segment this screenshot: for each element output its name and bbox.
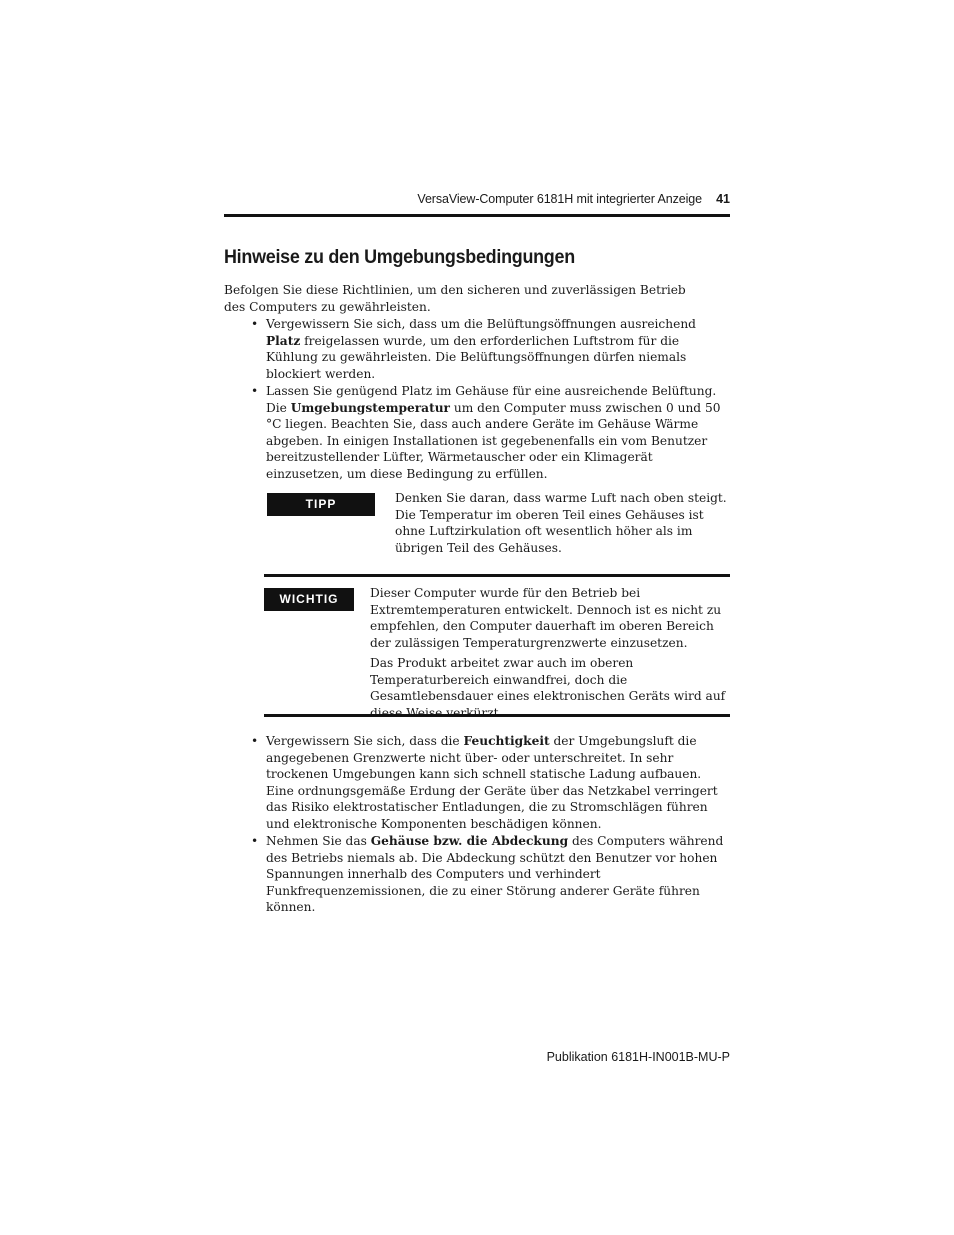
list-item-text-after: freigelassen wurde, um den erforderlichen Luftstrom für die Kühlung zu gewährleisten. Die Belüftungsöffnungen dürfen niemals blockiert werden. (266, 333, 687, 381)
wichtig-top-rule (264, 574, 730, 577)
wichtig-label: WICHTIG (264, 588, 354, 611)
list-item-text-before: Nehmen Sie das (266, 834, 371, 848)
list-item (250, 833, 730, 916)
list-item-bold: Gehäuse bzw. die Abdeckung (370, 834, 569, 848)
bullet-icon: • (251, 834, 259, 848)
list-item-bold: Feuchtigkeit (463, 734, 550, 748)
wichtig-bottom-rule (264, 714, 730, 717)
intro-paragraph: Befolgen Sie diese Richtlinien, um den sicheren und zuverlässigen Betrieb des Computers zu gewährleisten. (224, 283, 686, 314)
section-title: Hinweise zu den Umgebungsbedingungen (224, 246, 575, 268)
list-item-text-after: des Computers während des Betriebs niemals ab. Die Abdeckung schützt den Benutzer vor hohen Spannungen innerhalb des Computers und verhindert Funkfrequenzemissionen, die zu einer Störung anderer Geräte führen können. (266, 834, 724, 914)
page-header (224, 192, 730, 214)
bullet-icon: • (251, 384, 259, 398)
wichtig-text (370, 585, 730, 725)
bullet-list-ventilation (250, 316, 730, 483)
tipp-label: TIPP (267, 493, 375, 516)
list-item-text-after: um den Computer muss zwischen 0 und 50 °C liegen. Beachten Sie, dass auch andere Geräte im Gehäuse Wärme abgeben. In einigen Installationen ist gegebenenfalls ein vom Benutzer bereitzustellender Lüfter, Wärmetauscher oder ein Klimagerät einzusetzen, um diese Bedingung zu erfüllen. (266, 400, 721, 481)
list-item-text-before: Lassen Sie genügend Platz im Gehäuse für eine ausreichende Belüftung. Die (266, 384, 717, 415)
list-item (250, 383, 730, 482)
bullet-icon: • (251, 317, 259, 331)
list-item-bold: Umgebungstemperatur (290, 400, 450, 415)
list-item-text-before: Vergewissern Sie sich, dass die (266, 734, 464, 748)
list-item (250, 733, 730, 832)
bullet-list-humidity (250, 733, 730, 917)
wichtig-paragraph-2: Das Produkt arbeitet zwar auch im oberen Temperaturbereich einwandfrei, doch die Gesamtlebensdauer eines elektronischen Geräts wird auf diese Weise verkürzt. (370, 656, 726, 720)
list-item (250, 316, 730, 382)
list-item-bold: Platz (266, 333, 301, 348)
footer-publication: Publikation 6181H-IN001B-MU-P (546, 1050, 730, 1064)
bullet-icon: • (251, 734, 259, 748)
header-title: VersaView-Computer 6181H mit integrierter Anzeige (417, 192, 702, 206)
list-item-text-after: der Umgebungsluft die angegebenen Grenzwerte nicht über- oder unterschreitet. In sehr trockenen Umgebungen kann sich schnell statische Ladung aufbauen. Eine ordnungsgemäße Erdung der Geräte über das Netzkabel verringert das Risiko elektrostatischer Entladungen, die zu Stromschlägen führen und elektronische Komponenten beschädigen können. (266, 734, 718, 831)
page-number: 41 (716, 192, 730, 206)
list-item-text-before: Vergewissern Sie sich, dass um die Belüftungsöffnungen ausreichend (266, 317, 696, 331)
tipp-text: Denken Sie daran, dass warme Luft nach oben steigt. Die Temperatur im oberen Teil eines Gehäuses ist ohne Luftzirkulation oft wesentlich höher als im übrigen Teil des Gehäuses. (395, 491, 727, 555)
header-rule (224, 214, 730, 217)
wichtig-paragraph-1: Dieser Computer wurde für den Betrieb bei Extremtemperaturen entwickelt. Dennoch ist es nicht zu empfehlen, den Computer dauerhaft im oberen Bereich der zulässigen Temperaturgrenzwerte einzusetzen. (370, 586, 722, 650)
